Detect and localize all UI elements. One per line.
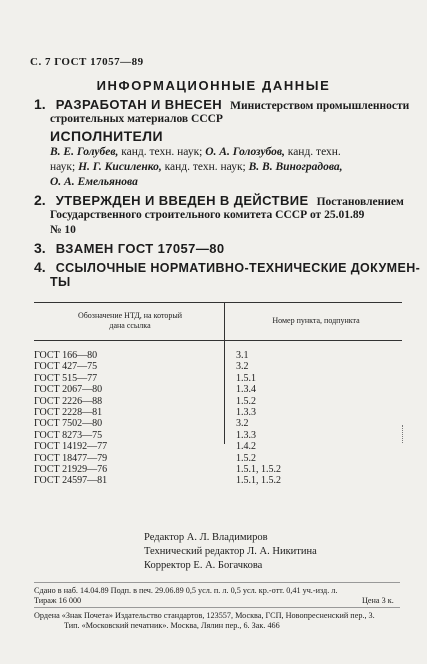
table-cell-clause: 3.2 [236,361,249,373]
table-cell-doc: ГОСТ 24597—81 [34,475,108,487]
table-row [0,396,427,408]
section-caption: ВЗАМЕН ГОСТ 17057—80 [55,241,225,256]
table-row [0,441,427,453]
performers-caption: ИСПОЛНИТЕЛИ [50,128,163,144]
table-top-rule [34,302,402,303]
table-header-doc-line: Обозначение НТД, на который [77,311,183,320]
table-row [0,453,427,465]
table-cell-doc: ГОСТ 21929—76 [34,464,108,475]
table-cell-doc: ГОСТ 2226—88 [34,395,103,407]
section-4-caption-cont: ТЫ [50,275,71,289]
person-name: О. А. Голозубов, [205,146,285,158]
imprint-line-1: Сдано в наб. 14.04.89 Подп. в печ. 29.06.89 0,5 усл. п. л. 0,5 усл. кр.-отт. 0,41 уч.-изд. л. [34,586,338,595]
table-row [0,373,427,385]
section-number: 1. [34,96,46,112]
person-degree: канд. техн. наук; [164,161,246,173]
section-number: 2. [34,192,46,208]
table-cell-clause: 1.3.3 [236,407,256,418]
table-row [0,475,427,487]
table-row [0,350,427,362]
section-text: Постановлением [316,196,404,208]
table-cell-clause: 1.5.2 [236,452,256,464]
table-row [0,418,427,430]
table-cell-doc: ГОСТ 515—77 [34,372,98,384]
section-1 [34,96,409,114]
table-cell-clause: 1.5.2 [236,395,256,407]
section-caption: РАЗРАБОТАН И ВНЕСЕН [55,97,223,112]
table-cell-clause: 1.4.2 [236,441,256,453]
table-header-rule [34,340,402,341]
section-caption: УТВЕРЖДЕН И ВВЕДЕН В ДЕЙСТВИЕ [55,193,309,208]
table-header-doc [50,311,210,331]
table-row [0,407,427,419]
table-cell-clause: 3.1 [236,350,249,361]
section-2-text-cont: № 10 [50,224,76,236]
performers-line-3: О. А. Емельянова [50,176,138,188]
table-header-clause: Номер пункта, подпункта [272,316,360,325]
section-3 [34,240,224,258]
table-cell-doc: ГОСТ 8273—75 [34,429,103,441]
section-4 [34,259,420,277]
table-row [0,430,427,442]
table-cell-clause: 1.5.1, 1.5.2 [236,464,281,475]
page-title: ИНФОРМАЦИОННЫЕ ДАННЫЕ [96,78,331,93]
person-name: В. Е. Голубев, [50,146,119,158]
table-cell-clause: 3.2 [236,418,249,430]
imprint-rule [34,582,400,583]
section-2 [34,192,404,210]
credit-proofreader: Корректор Е. А. Богачкова [144,560,263,571]
person-name: Н. Г. Кисиленко, [78,161,162,173]
person-degree: канд. техн. наук; [121,146,203,158]
person-degree: наук; [50,161,76,173]
table-cell-doc: ГОСТ 18477—79 [34,452,108,464]
credit-editor: Редактор А. Л. Владимиров [144,532,268,543]
table-column-divider [224,302,225,340]
table-cell-doc: ГОСТ 2067—80 [34,384,103,396]
section-1-text-cont: строительных материалов СССР [50,113,223,125]
person-degree: канд. техн. [287,146,341,158]
section-number: 4. [34,259,46,275]
table-row [0,384,427,396]
table-cell-clause: 1.3.3 [236,429,256,441]
table-cell-doc: ГОСТ 2228—81 [34,407,103,418]
table-cell-doc: ГОСТ 166—80 [34,350,98,361]
performers-line-1 [50,146,341,158]
table-row [0,464,427,476]
imprint-publisher: Ордена «Знак Почета» Издательство стандартов, 123557, Москва, ГСП, Новопресненский пер., 3. [34,611,375,620]
table-cell-clause: 1.5.1 [236,372,256,384]
imprint-circulation: Тираж 16 000 [34,596,82,605]
table-cell-clause: 1.5.1, 1.5.2 [236,475,281,487]
credit-tech-editor: Технический редактор Л. А. Никитина [144,546,317,557]
table-cell-clause: 1.3.4 [236,384,256,396]
section-caption: ССЫЛОЧНЫЕ НОРМАТИВНО-ТЕХНИЧЕСКИЕ ДОКУМЕН- [55,261,421,275]
section-number: 3. [34,240,46,256]
table-header-doc-line: дана ссылка [109,321,151,330]
table-cell-doc: ГОСТ 14192—77 [34,441,108,453]
section-text: Министерством промышленности [230,100,410,112]
table-cell-doc: ГОСТ 7502—80 [34,418,103,430]
imprint-printer: Тип. «Московский печатник». Москва, Лялин пер., 6. Зак. 466 [64,621,280,630]
section-2-text-cont: Государственного строительного комитета СССР от 25.01.89 [50,209,365,221]
page-header: С. 7 ГОСТ 17057—89 [30,56,144,68]
person-name: В. В. Виноградова, [248,161,343,173]
table-row [0,361,427,373]
imprint-price: Цена 3 к. [362,596,394,605]
performers-line-2 [50,161,343,173]
imprint-rule [34,607,400,608]
table-cell-doc: ГОСТ 427—75 [34,361,98,373]
